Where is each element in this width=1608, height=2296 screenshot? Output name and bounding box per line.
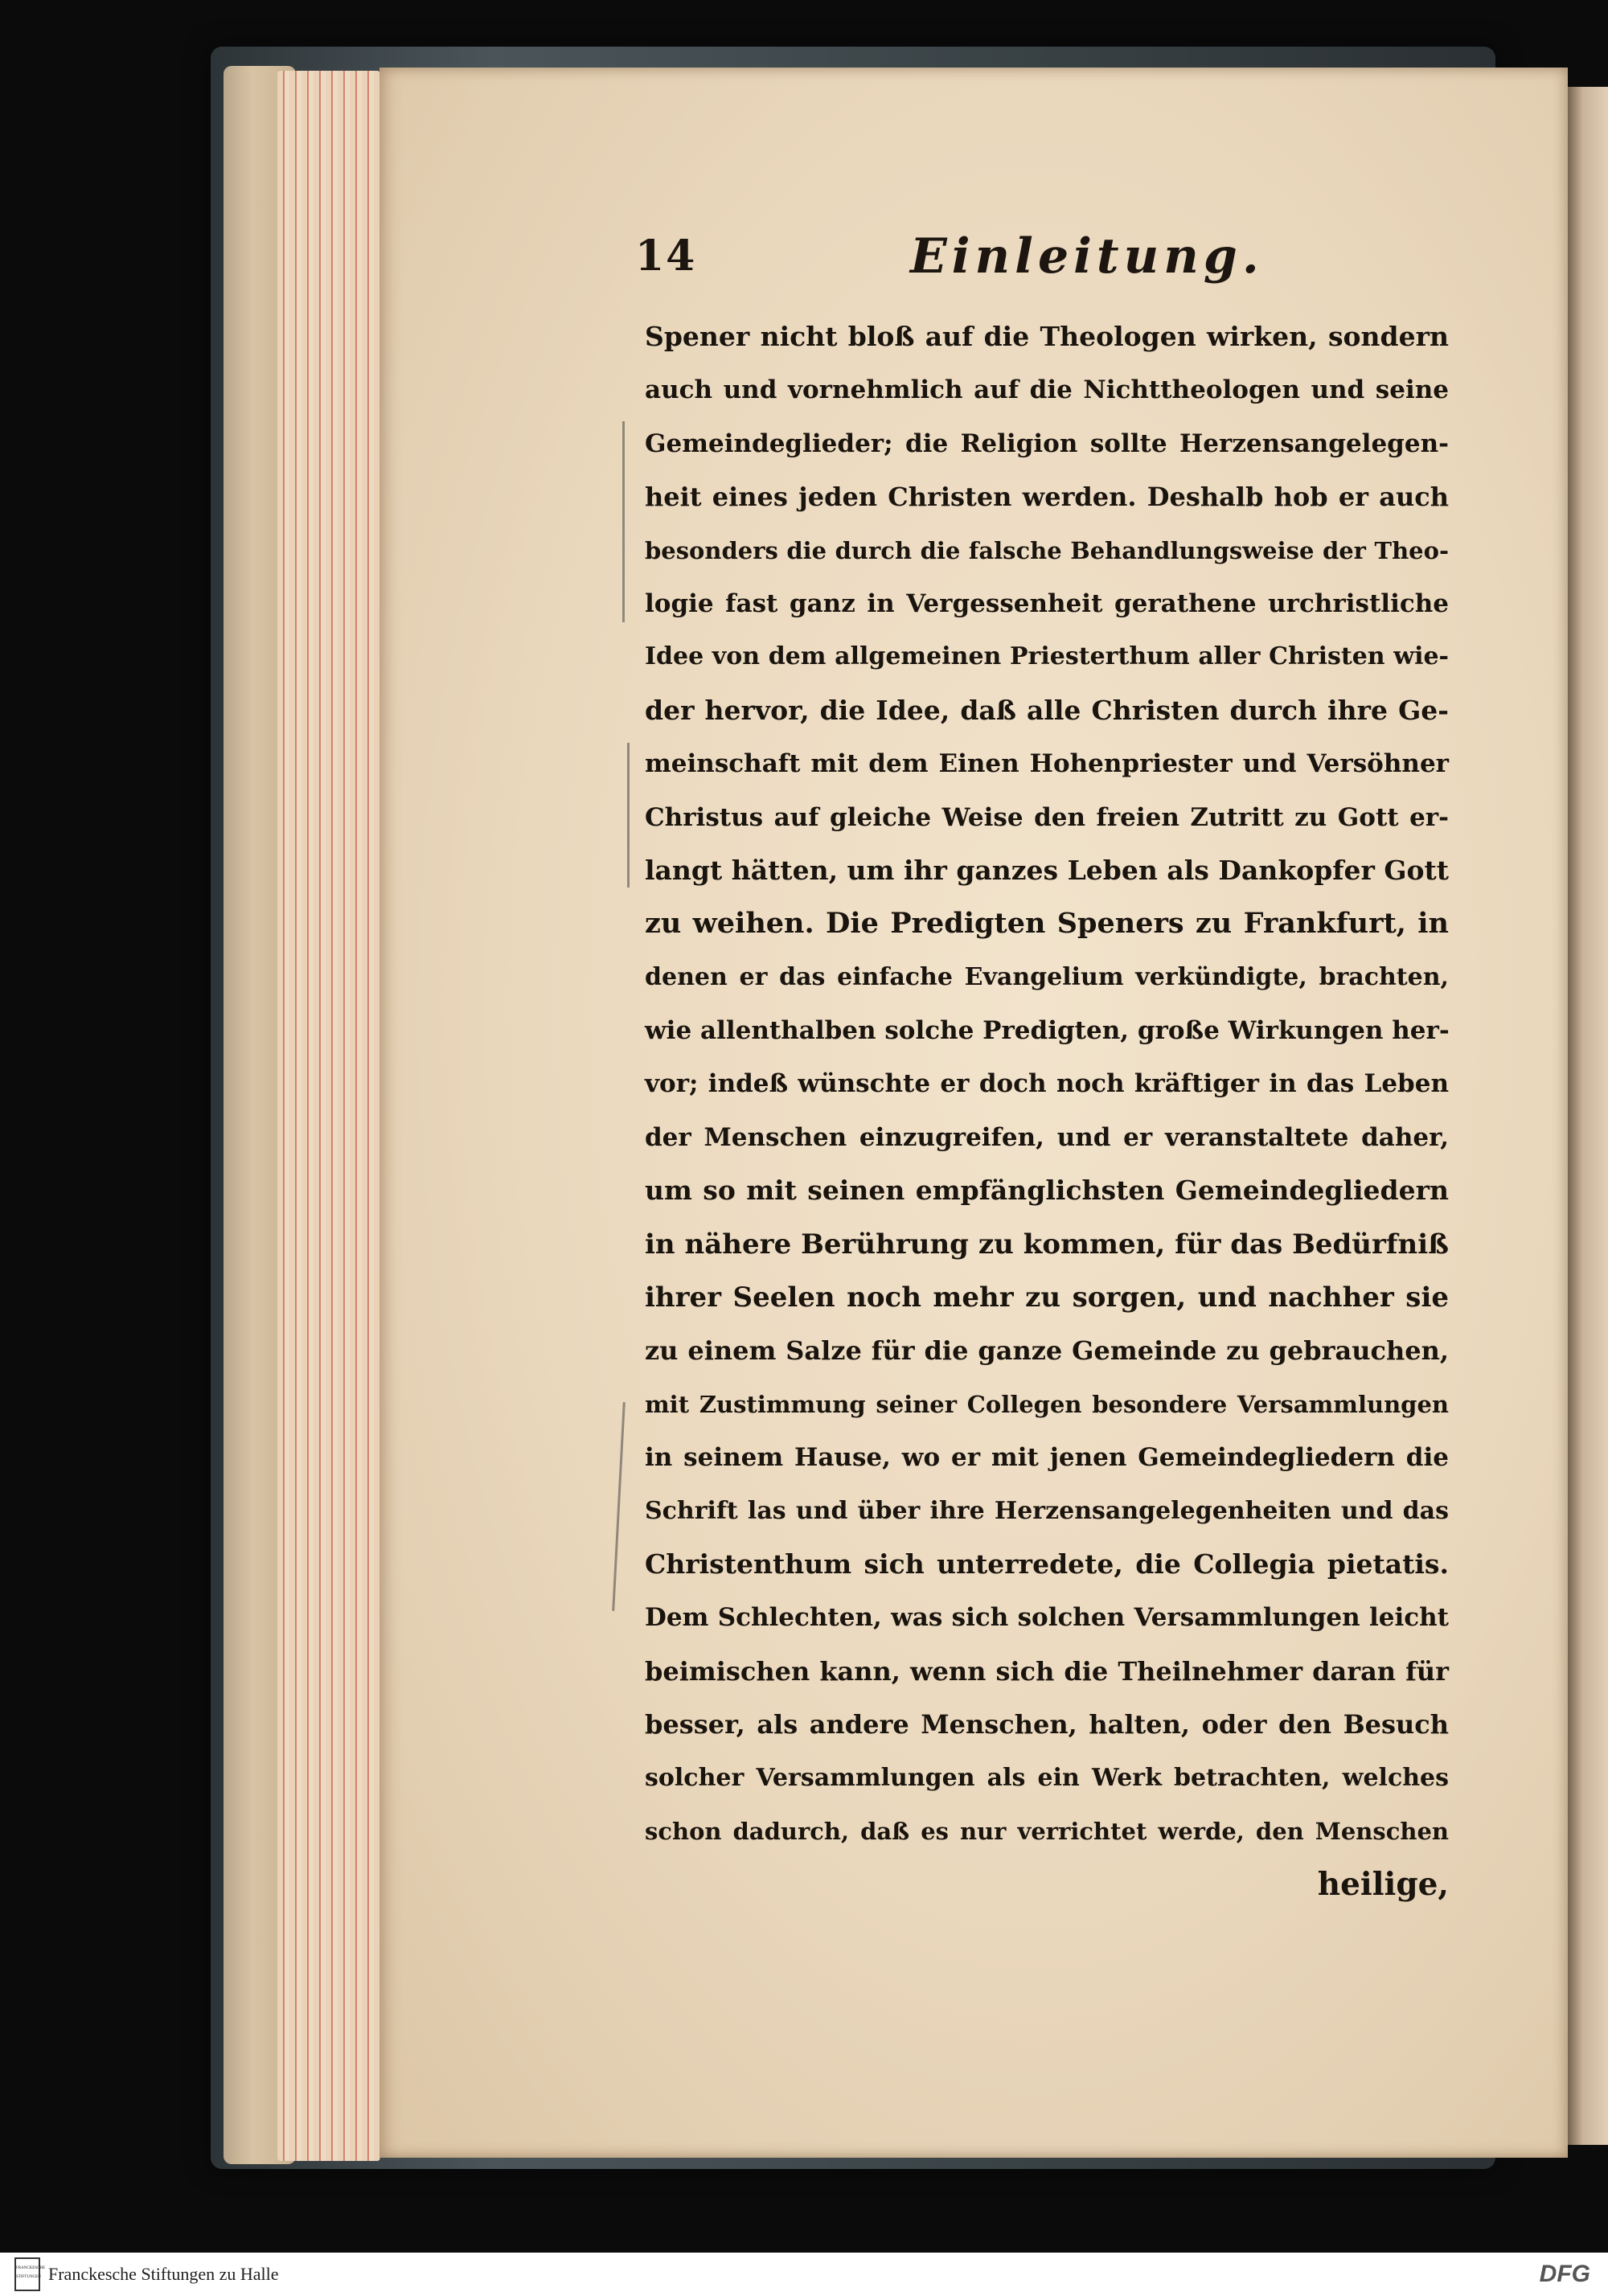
text-line: Christenthum sich unterredete, die Collegia pietatis. — [645, 1548, 1449, 1580]
text-line: der Menschen einzugreifen, und er veranstaltete daher, — [645, 1122, 1449, 1152]
text-line: meinschaft mit dem Einen Hohenpriester und Versöhner — [645, 749, 1449, 779]
catchword: heilige, — [1317, 1866, 1449, 1904]
text-line: in seinem Hause, wo er mit jenen Gemeindegliedern die — [645, 1443, 1449, 1473]
text-line: auch und vornehmlich auf die Nichttheologen und seine — [645, 375, 1449, 405]
text-line: mit Zustimmung seiner Collegen besondere Versammlungen — [645, 1390, 1449, 1418]
text-line: Spener nicht bloß auf die Theologen wirken, sondern — [645, 321, 1449, 352]
text-line: zu weihen. Die Predigten Speners zu Frankfurt, in — [645, 907, 1449, 941]
pencil-margin-mark — [622, 421, 625, 622]
text-line: Gemeindeglieder; die Religion sollte Herzensangelegen- — [645, 428, 1449, 458]
text-line: ihrer Seelen noch mehr zu sorgen, und nachher sie — [645, 1281, 1449, 1314]
text-line: heit eines jeden Christen werden. Deshalb hob er auch — [645, 482, 1449, 513]
text-line: logie fast ganz in Vergessenheit gerathene urchristliche — [645, 588, 1449, 618]
facing-page-edge — [1566, 87, 1608, 2145]
text-line: wie allenthalben solche Predigten, große Wirkungen her- — [645, 1016, 1450, 1046]
text-line: Dem Schlechten, was sich solchen Versammlungen leicht — [645, 1603, 1449, 1633]
page-number: 14 — [635, 232, 697, 281]
page-edges-stack — [277, 71, 380, 2161]
viewer-footer — [0, 2253, 1608, 2296]
text-line: zu einem Salze für die ganze Gemeinde zu gebrauchen, — [645, 1335, 1449, 1367]
text-line: langt hätten, um ihr ganzes Leben als Dankopfer Gott — [645, 854, 1450, 886]
text-line: um so mit seinen empfänglichsten Gemeindegliedern — [645, 1175, 1449, 1207]
institution-label: Franckesche Stiftungen zu Halle — [48, 2264, 279, 2284]
text-line: beimischen kann, wenn sich die Theilnehmer daran für — [645, 1655, 1449, 1687]
text-line: Christus auf gleiche Weise den freien Zutritt zu Gott er- — [645, 802, 1449, 832]
institution-logo-icon: FRANCKESCHE STIFTUNGEN — [14, 2257, 40, 2291]
page-header — [379, 214, 1568, 302]
text-line: vor; indeß wünschte er doch noch kräftiger in das Leben — [645, 1069, 1449, 1099]
pencil-margin-mark — [627, 743, 630, 888]
body-text — [645, 310, 1449, 1912]
text-line: Idee von dem allgemeinen Priesterthum aller Christen wie- — [645, 642, 1449, 671]
dfg-logo: DFG — [1539, 2261, 1590, 2287]
book-page — [379, 68, 1568, 2158]
text-line: schon dadurch, daß es nur verrichtet werde, den Menschen — [645, 1817, 1449, 1845]
text-line: besonders die durch die falsche Behandlungsweise der Theo- — [645, 536, 1449, 564]
text-line: der hervor, die Idee, daß alle Christen durch ihre Ge- — [645, 694, 1449, 726]
text-line: solcher Versammlungen als ein Werk betrachten, welches — [645, 1763, 1449, 1792]
text-line: Schrift las und über ihre Herzensangelegenheiten und das — [645, 1496, 1449, 1525]
text-line: besser, als andere Menschen, halten, oder den Besuch — [645, 1709, 1449, 1740]
text-line: in nähere Berührung zu kommen, für das Bedürfniß — [645, 1228, 1449, 1261]
running-title: Einleitung. — [910, 228, 1264, 285]
pencil-margin-mark — [612, 1402, 626, 1611]
text-line: denen er das einfache Evangelium verkündigte, brachten, — [645, 962, 1449, 991]
